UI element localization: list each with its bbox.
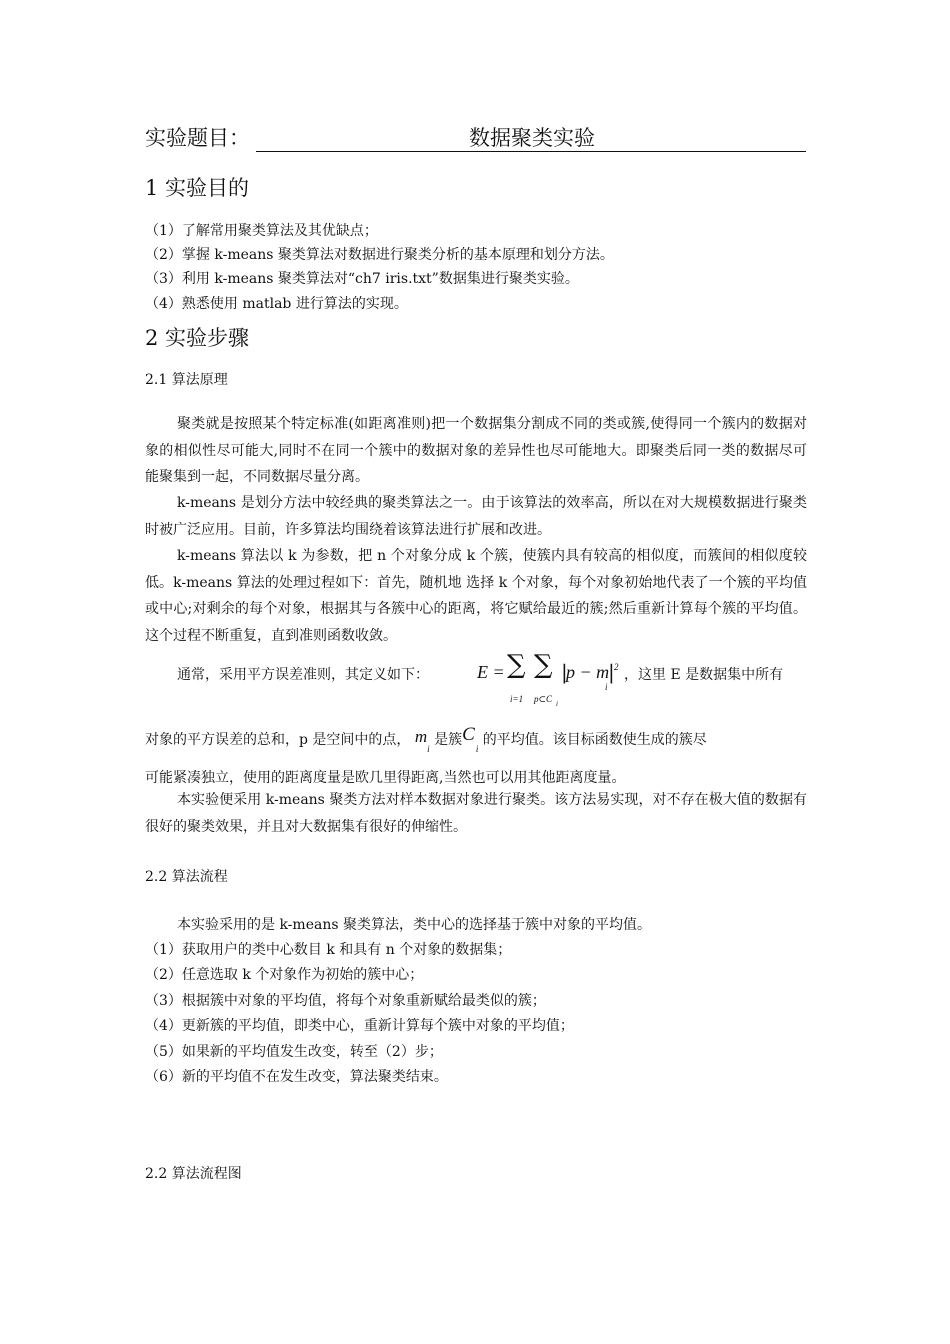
experiment-title: 数据聚类实验: [469, 126, 595, 150]
cluster-subscript: i: [475, 744, 479, 754]
explanation-text: 对象的平方误差的总和，p 是空间中的点，: [145, 732, 411, 748]
flow-step: （2）任意选取 k 个对象作为初始的簇中心；: [145, 967, 424, 983]
objective-item: （2）掌握 k-means 聚类算法对数据进行聚类分析的基本原理和划分方法。: [145, 247, 614, 263]
flow-step: （3）根据簇中对象的平均值，将每个对象重新赋给最类似的簇；: [145, 993, 546, 1009]
formula-subscript-p: p⊂C: [534, 694, 553, 704]
explanation-text: 是簇: [434, 732, 463, 748]
cluster-symbol: C: [462, 724, 475, 745]
paragraph-clustering-definition: 聚类就是按照某个特定标准(如距离准则)把一个数据集分割成不同的类或簇,使得同一个簇内的数据对象的相似性尽可能大,同时不在同一个簇中的数据对象的差异性也尽可能地大。即聚类后同一类的数据尽可能聚集到一起，不同数据尽量分离。: [145, 416, 807, 485]
experiment-title-label: 实验题目：: [145, 126, 250, 150]
flow-step: （4）更新簇的平均值，即类中心，重新计算每个簇中对象的平均值；: [145, 1018, 574, 1034]
paragraph-kmeans-process: k-means 算法以 k 为参数，把 n 个对象分成 k 个簇，使簇内具有较高的相似度，而簇间的相似度较低。k-means 算法的处理过程如下：首先，随机地 选择 k 个对象，每个对象初始地代表了一个簇的平均值或中心;对剩余的每个对象，根据其与各簇中心的距离，将它赋给最近的簇;然后重新计算每个簇的平均值。 这个过程不断重复，直到准则函数收敛。: [145, 548, 807, 644]
subsection-heading-flowchart: 2.2 算法流程图: [145, 1166, 242, 1182]
formula-lhs: E =: [477, 662, 505, 682]
formula-intro-text: 通常，采用平方误差准则，其定义如下：: [177, 667, 429, 683]
mean-symbol: m: [414, 727, 428, 746]
formula-body-subscript: i: [605, 682, 608, 692]
section-heading-objectives: 1 实验目的: [145, 176, 250, 200]
flow-step: （5）如果新的平均值发生改变，转至（2）步；: [145, 1044, 443, 1060]
objective-item: （4）熟悉使用 matlab 进行算法的实现。: [145, 296, 408, 312]
subsection-heading-flow: 2.2 算法流程: [145, 869, 228, 885]
section-heading-steps: 2 实验步骤: [145, 326, 250, 350]
flow-step: （6）新的平均值不在发生改变，算法聚类结束。: [145, 1069, 448, 1085]
formula-power: 2: [614, 662, 619, 672]
explanation-line-continued: 可能紧凑独立，使用的距离度量是欧几里得距离,当然也可以用其他距离度量。: [145, 770, 626, 786]
objective-item: （3）利用 k-means 聚类算法对“ch7 iris.txt”数据集进行聚类实验。: [145, 271, 579, 287]
mean-subscript: i: [427, 744, 430, 754]
paragraph-method-advantages: 本实验便采用 k-means 聚类方法对样本数据对象进行聚类。该方法易实现，对不存在极大值的数据有很好的聚类效果，并且对大数据集有很好的伸缩性。: [145, 792, 807, 835]
objective-item: （1）了解常用聚类算法及其优缺点；: [145, 223, 378, 239]
paragraph-kmeans-overview: k-means 是划分方法中较经典的聚类算法之一。由于该算法的效率高，所以在对大规模数据进行聚类时被广泛应用。目前，许多算法均围绕着该算法进行扩展和改进。: [145, 495, 807, 538]
sum-symbol: ∑: [507, 650, 526, 680]
sum-symbol: ∑: [534, 650, 553, 680]
formula-after-text: ，这里 E 是数据集中所有: [624, 667, 784, 683]
abs-bar-right: |: [608, 660, 615, 684]
squared-error-formula: [462, 648, 622, 710]
flow-step: （1）获取用户的类中心数目 k 和具有 n 个对象的数据集；: [145, 942, 512, 958]
flow-intro: 本实验采用的是 k-means 聚类算法，类中心的选择基于簇中对象的平均值。: [177, 917, 651, 933]
abs-bar-left: |: [561, 660, 568, 684]
formula-explanation-line: [145, 724, 707, 754]
explanation-text: 的平均值。该目标函数使生成的簇尽: [482, 732, 707, 748]
formula-body: p − m: [566, 662, 610, 682]
formula-subscript-i: i=1: [510, 694, 524, 704]
formula-subscript-pi: i: [556, 700, 558, 708]
subsection-heading-principle: 2.1 算法原理: [145, 372, 228, 388]
title-underline: [256, 151, 806, 152]
